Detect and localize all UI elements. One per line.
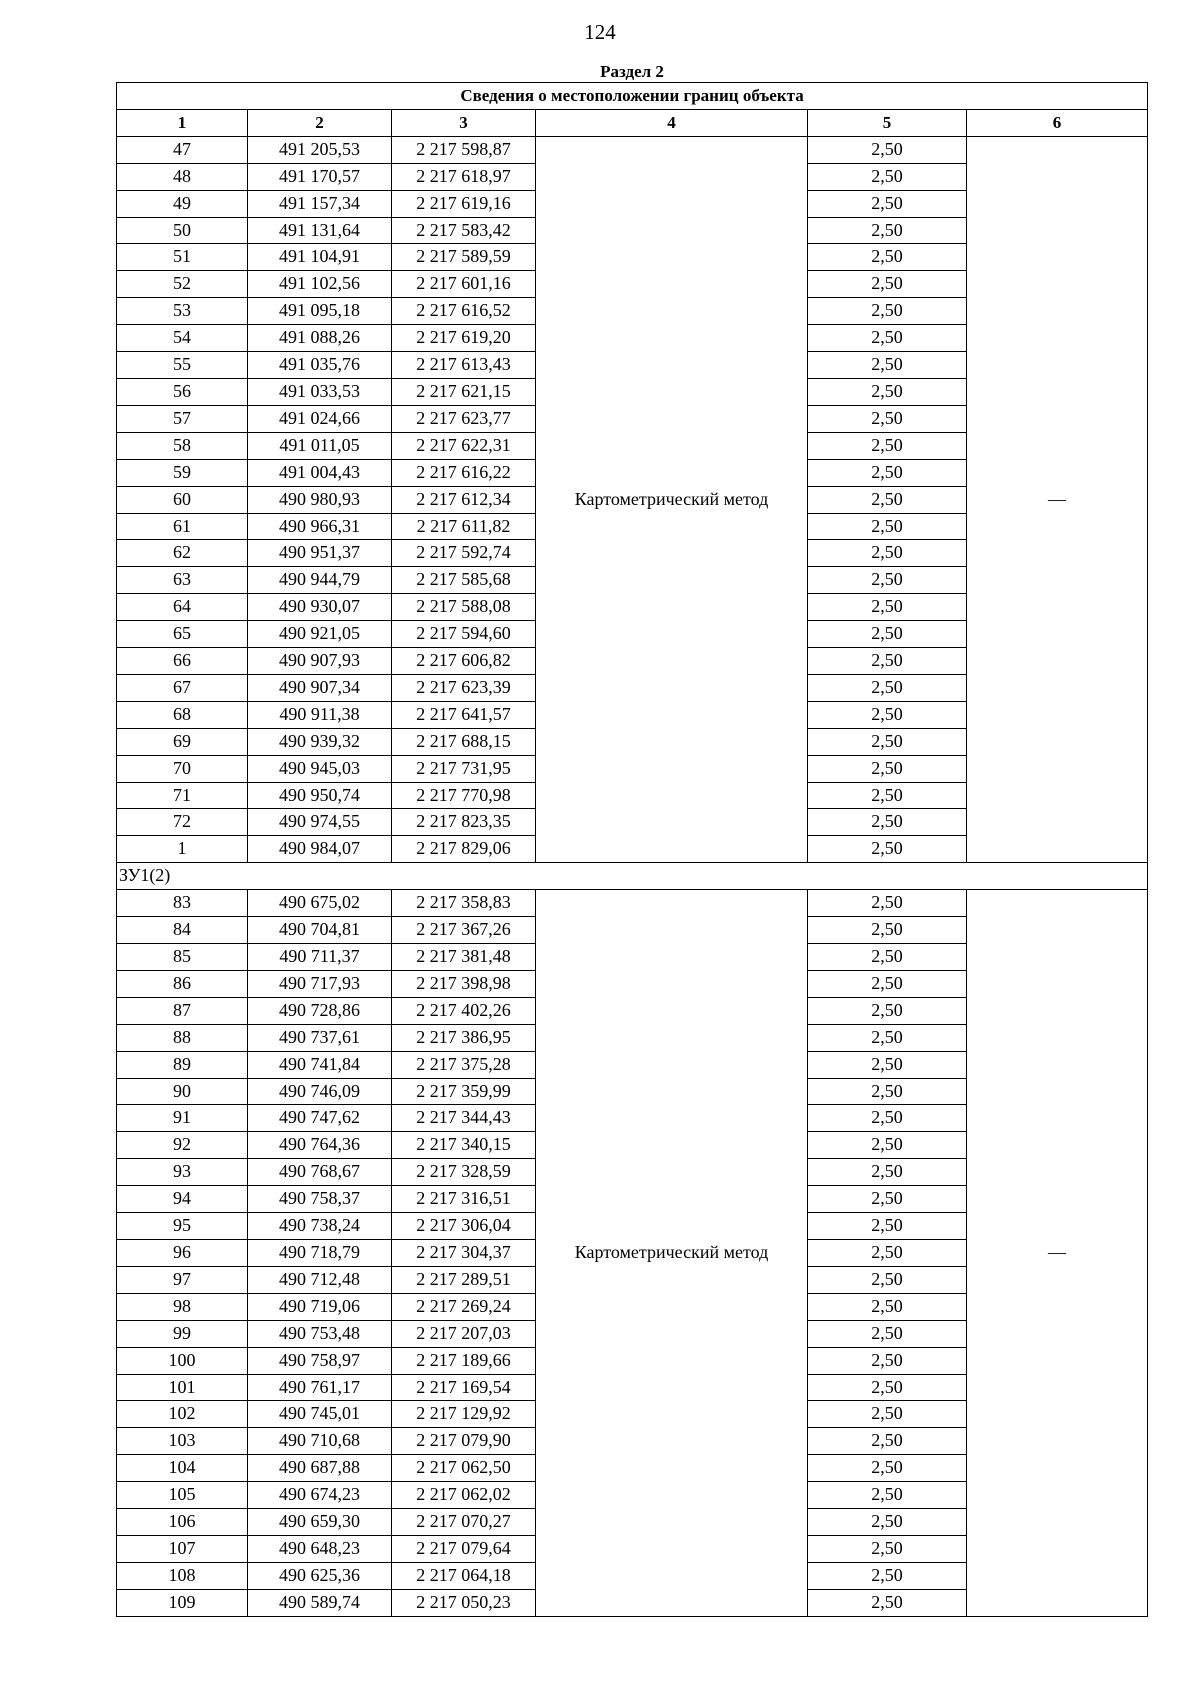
- accuracy-cell: 2,50: [808, 997, 967, 1024]
- point-number-cell: 48: [117, 163, 248, 190]
- accuracy-cell: 2,50: [808, 378, 967, 405]
- point-number-cell: 91: [117, 1105, 248, 1132]
- point-number-cell: 92: [117, 1132, 248, 1159]
- y-coordinate-cell: 2 217 269,24: [392, 1293, 536, 1320]
- column-header: 1: [117, 109, 248, 136]
- accuracy-cell: 2,50: [808, 352, 967, 379]
- point-number-cell: 85: [117, 944, 248, 971]
- point-number-cell: 89: [117, 1051, 248, 1078]
- y-coordinate-cell: 2 217 619,16: [392, 190, 536, 217]
- y-coordinate-cell: 2 217 616,52: [392, 298, 536, 325]
- x-coordinate-cell: 490 710,68: [248, 1428, 392, 1455]
- x-coordinate-cell: 490 753,48: [248, 1320, 392, 1347]
- y-coordinate-cell: 2 217 358,83: [392, 890, 536, 917]
- x-coordinate-cell: 491 170,57: [248, 163, 392, 190]
- x-coordinate-cell: 491 033,53: [248, 378, 392, 405]
- y-coordinate-cell: 2 217 585,68: [392, 567, 536, 594]
- x-coordinate-cell: 490 717,93: [248, 970, 392, 997]
- x-coordinate-cell: 491 102,56: [248, 271, 392, 298]
- point-number-cell: 59: [117, 459, 248, 486]
- y-coordinate-cell: 2 217 606,82: [392, 648, 536, 675]
- accuracy-cell: 2,50: [808, 1239, 967, 1266]
- x-coordinate-cell: 491 088,26: [248, 325, 392, 352]
- x-coordinate-cell: 490 719,06: [248, 1293, 392, 1320]
- x-coordinate-cell: 491 131,64: [248, 217, 392, 244]
- x-coordinate-cell: 491 024,66: [248, 405, 392, 432]
- accuracy-cell: 2,50: [808, 755, 967, 782]
- y-coordinate-cell: 2 217 612,34: [392, 486, 536, 513]
- x-coordinate-cell: 490 687,88: [248, 1455, 392, 1482]
- accuracy-cell: 2,50: [808, 1562, 967, 1589]
- x-coordinate-cell: 490 761,17: [248, 1374, 392, 1401]
- point-number-cell: 93: [117, 1159, 248, 1186]
- accuracy-cell: 2,50: [808, 1266, 967, 1293]
- x-coordinate-cell: 491 004,43: [248, 459, 392, 486]
- x-coordinate-cell: 490 675,02: [248, 890, 392, 917]
- accuracy-cell: 2,50: [808, 1374, 967, 1401]
- accuracy-cell: 2,50: [808, 1213, 967, 1240]
- point-number-cell: 98: [117, 1293, 248, 1320]
- x-coordinate-cell: 490 711,37: [248, 944, 392, 971]
- accuracy-cell: 2,50: [808, 1078, 967, 1105]
- accuracy-cell: 2,50: [808, 1132, 967, 1159]
- table-caption-row: [117, 83, 1148, 110]
- y-coordinate-cell: 2 217 316,51: [392, 1186, 536, 1213]
- accuracy-cell: 2,50: [808, 648, 967, 675]
- accuracy-cell: 2,50: [808, 136, 967, 163]
- point-number-cell: 69: [117, 728, 248, 755]
- accuracy-cell: 2,50: [808, 836, 967, 863]
- y-coordinate-cell: 2 217 588,08: [392, 594, 536, 621]
- accuracy-cell: 2,50: [808, 190, 967, 217]
- x-coordinate-cell: 490 674,23: [248, 1482, 392, 1509]
- point-number-cell: 84: [117, 917, 248, 944]
- point-number-cell: 109: [117, 1589, 248, 1616]
- y-coordinate-cell: 2 217 731,95: [392, 755, 536, 782]
- method-cell: Картометрический метод: [536, 136, 808, 862]
- column-header: 5: [808, 109, 967, 136]
- y-coordinate-cell: 2 217 621,15: [392, 378, 536, 405]
- y-coordinate-cell: 2 217 402,26: [392, 997, 536, 1024]
- accuracy-cell: 2,50: [808, 1024, 967, 1051]
- point-number-cell: 67: [117, 674, 248, 701]
- y-coordinate-cell: 2 217 359,99: [392, 1078, 536, 1105]
- x-coordinate-cell: 491 104,91: [248, 244, 392, 271]
- accuracy-cell: 2,50: [808, 674, 967, 701]
- y-coordinate-cell: 2 217 062,50: [392, 1455, 536, 1482]
- y-coordinate-cell: 2 217 592,74: [392, 540, 536, 567]
- y-coordinate-cell: 2 217 306,04: [392, 1213, 536, 1240]
- y-coordinate-cell: 2 217 618,97: [392, 163, 536, 190]
- x-coordinate-cell: 490 589,74: [248, 1589, 392, 1616]
- point-number-cell: 66: [117, 648, 248, 675]
- point-number-cell: 51: [117, 244, 248, 271]
- boundary-table-section: [116, 62, 1148, 1617]
- x-coordinate-cell: 490 974,55: [248, 809, 392, 836]
- accuracy-cell: 2,50: [808, 298, 967, 325]
- y-coordinate-cell: 2 217 623,77: [392, 405, 536, 432]
- point-number-cell: 63: [117, 567, 248, 594]
- column-6-cell: —: [967, 136, 1148, 862]
- accuracy-cell: 2,50: [808, 567, 967, 594]
- y-coordinate-cell: 2 217 619,20: [392, 325, 536, 352]
- accuracy-cell: 2,50: [808, 163, 967, 190]
- accuracy-cell: 2,50: [808, 405, 967, 432]
- method-cell: Картометрический метод: [536, 890, 808, 1616]
- point-number-cell: 50: [117, 217, 248, 244]
- y-coordinate-cell: 2 217 829,06: [392, 836, 536, 863]
- x-coordinate-cell: 490 921,05: [248, 621, 392, 648]
- point-number-cell: 100: [117, 1347, 248, 1374]
- table-caption: Сведения о местоположении границ объекта: [117, 83, 1148, 110]
- point-number-cell: 102: [117, 1401, 248, 1428]
- x-coordinate-cell: 490 738,24: [248, 1213, 392, 1240]
- y-coordinate-cell: 2 217 641,57: [392, 701, 536, 728]
- accuracy-cell: 2,50: [808, 890, 967, 917]
- y-coordinate-cell: 2 217 381,48: [392, 944, 536, 971]
- x-coordinate-cell: 490 951,37: [248, 540, 392, 567]
- y-coordinate-cell: 2 217 344,43: [392, 1105, 536, 1132]
- x-coordinate-cell: 490 648,23: [248, 1535, 392, 1562]
- accuracy-cell: 2,50: [808, 325, 967, 352]
- point-number-cell: 60: [117, 486, 248, 513]
- point-number-cell: 56: [117, 378, 248, 405]
- accuracy-cell: 2,50: [808, 782, 967, 809]
- point-number-cell: 86: [117, 970, 248, 997]
- boundary-coordinates-table: [116, 82, 1148, 1617]
- column-header: 6: [967, 109, 1148, 136]
- x-coordinate-cell: 490 966,31: [248, 513, 392, 540]
- y-coordinate-cell: 2 217 616,22: [392, 459, 536, 486]
- accuracy-cell: 2,50: [808, 1589, 967, 1616]
- point-number-cell: 52: [117, 271, 248, 298]
- x-coordinate-cell: 490 911,38: [248, 701, 392, 728]
- x-coordinate-cell: 490 945,03: [248, 755, 392, 782]
- accuracy-cell: 2,50: [808, 1428, 967, 1455]
- page-number: 124: [584, 20, 616, 44]
- x-coordinate-cell: 490 768,67: [248, 1159, 392, 1186]
- accuracy-cell: 2,50: [808, 1482, 967, 1509]
- accuracy-cell: 2,50: [808, 728, 967, 755]
- point-number-cell: 103: [117, 1428, 248, 1455]
- y-coordinate-cell: 2 217 079,64: [392, 1535, 536, 1562]
- column-6-cell: —: [967, 890, 1148, 1616]
- column-header: 3: [392, 109, 536, 136]
- accuracy-cell: 2,50: [808, 944, 967, 971]
- accuracy-cell: 2,50: [808, 1535, 967, 1562]
- accuracy-cell: 2,50: [808, 970, 967, 997]
- point-number-cell: 107: [117, 1535, 248, 1562]
- group-label-row: [117, 863, 1148, 890]
- point-number-cell: 53: [117, 298, 248, 325]
- y-coordinate-cell: 2 217 601,16: [392, 271, 536, 298]
- point-number-cell: 88: [117, 1024, 248, 1051]
- accuracy-cell: 2,50: [808, 1455, 967, 1482]
- point-number-cell: 58: [117, 432, 248, 459]
- y-coordinate-cell: 2 217 375,28: [392, 1051, 536, 1078]
- y-coordinate-cell: 2 217 129,92: [392, 1401, 536, 1428]
- point-number-cell: 108: [117, 1562, 248, 1589]
- y-coordinate-cell: 2 217 340,15: [392, 1132, 536, 1159]
- point-number-cell: 95: [117, 1213, 248, 1240]
- x-coordinate-cell: 490 939,32: [248, 728, 392, 755]
- y-coordinate-cell: 2 217 169,54: [392, 1374, 536, 1401]
- x-coordinate-cell: 490 764,36: [248, 1132, 392, 1159]
- accuracy-cell: 2,50: [808, 621, 967, 648]
- accuracy-cell: 2,50: [808, 1186, 967, 1213]
- y-coordinate-cell: 2 217 070,27: [392, 1509, 536, 1536]
- accuracy-cell: 2,50: [808, 540, 967, 567]
- accuracy-cell: 2,50: [808, 1347, 967, 1374]
- x-coordinate-cell: 490 728,86: [248, 997, 392, 1024]
- point-number-cell: 68: [117, 701, 248, 728]
- y-coordinate-cell: 2 217 583,42: [392, 217, 536, 244]
- point-number-cell: 49: [117, 190, 248, 217]
- y-coordinate-cell: 2 217 050,23: [392, 1589, 536, 1616]
- point-number-cell: 83: [117, 890, 248, 917]
- table-row: [117, 890, 1148, 917]
- accuracy-cell: 2,50: [808, 486, 967, 513]
- y-coordinate-cell: 2 217 823,35: [392, 809, 536, 836]
- point-number-cell: 1: [117, 836, 248, 863]
- y-coordinate-cell: 2 217 289,51: [392, 1266, 536, 1293]
- x-coordinate-cell: 490 930,07: [248, 594, 392, 621]
- y-coordinate-cell: 2 217 079,90: [392, 1428, 536, 1455]
- x-coordinate-cell: 490 984,07: [248, 836, 392, 863]
- x-coordinate-cell: 490 980,93: [248, 486, 392, 513]
- x-coordinate-cell: 490 718,79: [248, 1239, 392, 1266]
- x-coordinate-cell: 490 741,84: [248, 1051, 392, 1078]
- point-number-cell: 101: [117, 1374, 248, 1401]
- y-coordinate-cell: 2 217 062,02: [392, 1482, 536, 1509]
- x-coordinate-cell: 490 907,34: [248, 674, 392, 701]
- accuracy-cell: 2,50: [808, 432, 967, 459]
- accuracy-cell: 2,50: [808, 701, 967, 728]
- y-coordinate-cell: 2 217 328,59: [392, 1159, 536, 1186]
- x-coordinate-cell: 490 907,93: [248, 648, 392, 675]
- accuracy-cell: 2,50: [808, 1509, 967, 1536]
- x-coordinate-cell: 490 745,01: [248, 1401, 392, 1428]
- accuracy-cell: 2,50: [808, 1159, 967, 1186]
- point-number-cell: 104: [117, 1455, 248, 1482]
- y-coordinate-cell: 2 217 594,60: [392, 621, 536, 648]
- column-header: 4: [536, 109, 808, 136]
- x-coordinate-cell: 491 035,76: [248, 352, 392, 379]
- x-coordinate-cell: 490 704,81: [248, 917, 392, 944]
- point-number-cell: 62: [117, 540, 248, 567]
- table-row: [117, 136, 1148, 163]
- accuracy-cell: 2,50: [808, 513, 967, 540]
- accuracy-cell: 2,50: [808, 459, 967, 486]
- x-coordinate-cell: 490 746,09: [248, 1078, 392, 1105]
- accuracy-cell: 2,50: [808, 917, 967, 944]
- x-coordinate-cell: 490 950,74: [248, 782, 392, 809]
- y-coordinate-cell: 2 217 398,98: [392, 970, 536, 997]
- y-coordinate-cell: 2 217 613,43: [392, 352, 536, 379]
- point-number-cell: 99: [117, 1320, 248, 1347]
- x-coordinate-cell: 490 758,37: [248, 1186, 392, 1213]
- accuracy-cell: 2,50: [808, 244, 967, 271]
- x-coordinate-cell: 490 659,30: [248, 1509, 392, 1536]
- column-header: 2: [248, 109, 392, 136]
- y-coordinate-cell: 2 217 367,26: [392, 917, 536, 944]
- point-number-cell: 106: [117, 1509, 248, 1536]
- y-coordinate-cell: 2 217 598,87: [392, 136, 536, 163]
- point-number-cell: 70: [117, 755, 248, 782]
- point-number-cell: 47: [117, 136, 248, 163]
- y-coordinate-cell: 2 217 189,66: [392, 1347, 536, 1374]
- accuracy-cell: 2,50: [808, 1320, 967, 1347]
- point-number-cell: 87: [117, 997, 248, 1024]
- y-coordinate-cell: 2 217 611,82: [392, 513, 536, 540]
- y-coordinate-cell: 2 217 623,39: [392, 674, 536, 701]
- x-coordinate-cell: 491 205,53: [248, 136, 392, 163]
- y-coordinate-cell: 2 217 304,37: [392, 1239, 536, 1266]
- accuracy-cell: 2,50: [808, 271, 967, 298]
- point-number-cell: 96: [117, 1239, 248, 1266]
- group-label: ЗУ1(2): [117, 863, 1148, 890]
- x-coordinate-cell: 490 625,36: [248, 1562, 392, 1589]
- point-number-cell: 64: [117, 594, 248, 621]
- accuracy-cell: 2,50: [808, 1051, 967, 1078]
- y-coordinate-cell: 2 217 386,95: [392, 1024, 536, 1051]
- point-number-cell: 55: [117, 352, 248, 379]
- accuracy-cell: 2,50: [808, 217, 967, 244]
- table-header-row: [117, 109, 1148, 136]
- y-coordinate-cell: 2 217 622,31: [392, 432, 536, 459]
- x-coordinate-cell: 491 095,18: [248, 298, 392, 325]
- y-coordinate-cell: 2 217 064,18: [392, 1562, 536, 1589]
- y-coordinate-cell: 2 217 207,03: [392, 1320, 536, 1347]
- point-number-cell: 90: [117, 1078, 248, 1105]
- section-title: Раздел 2: [600, 62, 664, 81]
- point-number-cell: 94: [117, 1186, 248, 1213]
- x-coordinate-cell: 490 737,61: [248, 1024, 392, 1051]
- x-coordinate-cell: 490 712,48: [248, 1266, 392, 1293]
- point-number-cell: 72: [117, 809, 248, 836]
- point-number-cell: 105: [117, 1482, 248, 1509]
- point-number-cell: 97: [117, 1266, 248, 1293]
- y-coordinate-cell: 2 217 770,98: [392, 782, 536, 809]
- point-number-cell: 61: [117, 513, 248, 540]
- table-body: [117, 83, 1148, 1617]
- y-coordinate-cell: 2 217 688,15: [392, 728, 536, 755]
- accuracy-cell: 2,50: [808, 809, 967, 836]
- accuracy-cell: 2,50: [808, 1105, 967, 1132]
- x-coordinate-cell: 490 758,97: [248, 1347, 392, 1374]
- accuracy-cell: 2,50: [808, 1293, 967, 1320]
- point-number-cell: 54: [117, 325, 248, 352]
- x-coordinate-cell: 491 157,34: [248, 190, 392, 217]
- x-coordinate-cell: 490 944,79: [248, 567, 392, 594]
- x-coordinate-cell: 491 011,05: [248, 432, 392, 459]
- point-number-cell: 65: [117, 621, 248, 648]
- x-coordinate-cell: 490 747,62: [248, 1105, 392, 1132]
- point-number-cell: 71: [117, 782, 248, 809]
- accuracy-cell: 2,50: [808, 594, 967, 621]
- accuracy-cell: 2,50: [808, 1401, 967, 1428]
- point-number-cell: 57: [117, 405, 248, 432]
- y-coordinate-cell: 2 217 589,59: [392, 244, 536, 271]
